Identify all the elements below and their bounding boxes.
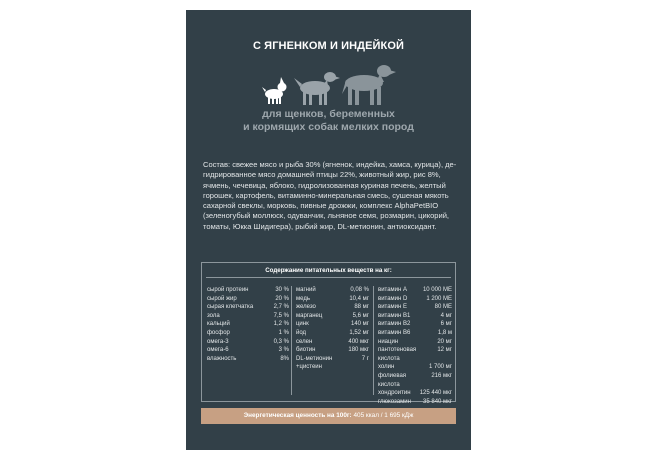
nutrient-row bbox=[378, 286, 452, 295]
nutrient-row bbox=[296, 338, 369, 347]
subtitle-line: и кормящих собак мелких пород bbox=[243, 121, 414, 133]
nutrient-value: 8% bbox=[280, 355, 289, 362]
nutrients-column-1 bbox=[207, 286, 289, 363]
nutrient-row bbox=[378, 389, 452, 398]
nutrient-value: 400 мкг bbox=[348, 338, 369, 345]
nutrient-value: 20 мг bbox=[437, 338, 452, 345]
nutrient-row bbox=[207, 320, 289, 329]
nutrient-row bbox=[296, 320, 369, 329]
nutrient-value: 7,5 % bbox=[273, 312, 289, 319]
energy-value-bar bbox=[201, 408, 456, 424]
nutrient-row bbox=[378, 329, 452, 338]
composition-line: ячмень, чечевица, яблоко, гидролизованная куриная печень, желтый bbox=[203, 180, 446, 190]
nutrient-row bbox=[296, 346, 369, 355]
nutrient-value: 10 000 МЕ bbox=[422, 287, 452, 293]
nutrient-name: сырая клетчатка bbox=[207, 304, 254, 311]
energy-label: Энергетическая ценность на 100г: bbox=[243, 412, 352, 419]
nutrient-name: йод bbox=[296, 329, 307, 336]
nutrient-name: витамин B2 bbox=[378, 321, 411, 328]
nutrient-value: 3 % bbox=[278, 347, 289, 354]
energy-value: 405 ккал / 1 695 кДж bbox=[351, 412, 414, 419]
nutrient-name: омега-3 bbox=[207, 338, 229, 345]
nutrient-name: влажность bbox=[207, 355, 237, 362]
nutrient-name: железо bbox=[296, 304, 316, 311]
nutrient-name: кальций bbox=[207, 321, 230, 328]
nutrient-value: 30 % bbox=[275, 287, 289, 293]
nutrient-value: 5,6 мг bbox=[352, 312, 369, 319]
nutrient-name: омега-6 bbox=[207, 347, 229, 354]
nutrient-row bbox=[378, 346, 452, 355]
nutrient-value: 216 мкг bbox=[431, 372, 452, 379]
product-title: С ЯГНЕНКОМ И ИНДЕЙКОЙ bbox=[252, 40, 405, 52]
nutrient-row bbox=[296, 303, 369, 312]
nutrient-name: фолиевая bbox=[378, 372, 407, 379]
nutrient-value: 12 мг bbox=[437, 347, 452, 354]
nutrient-name: витамин E bbox=[378, 304, 408, 311]
column-divider bbox=[291, 286, 292, 395]
nutrient-name: холин bbox=[378, 364, 395, 371]
composition-line: томаты, Юкка Шидигера), рыбий жир, DL-метионин, антиоксидант. bbox=[203, 221, 437, 231]
nutrient-name: зола bbox=[207, 312, 220, 319]
nutrient-name: магний bbox=[296, 287, 316, 293]
nutrient-row bbox=[378, 338, 452, 347]
nutrient-value: 140 мг bbox=[351, 321, 369, 328]
column-divider bbox=[373, 286, 374, 395]
nutrient-row bbox=[207, 338, 289, 347]
nutrient-value: 4 мг bbox=[440, 312, 452, 319]
nutrient-name: витамин D bbox=[378, 295, 408, 302]
nutrient-row bbox=[207, 295, 289, 304]
nutrient-value: 0,3 % bbox=[273, 338, 289, 345]
nutrient-row bbox=[378, 303, 452, 312]
nutrients-title: Содержание питательных веществ на кг: bbox=[265, 267, 392, 274]
composition-line: сахарной свеклы, морковь, пивные дрожжи, комплекс AlphaPetBIO bbox=[203, 201, 439, 211]
nutrient-value: 1,2 % bbox=[273, 321, 289, 328]
nutrient-value: 0,08 % bbox=[350, 287, 369, 293]
nutrient-name: биотин bbox=[296, 347, 316, 354]
nutrient-row bbox=[378, 295, 452, 304]
nutrient-row bbox=[378, 381, 452, 390]
nutrient-value: 1 700 мг bbox=[429, 364, 452, 371]
composition-line: (зеленогубый моллюск, одуванчик, льняное семя, розмарин, цикорий, bbox=[203, 211, 450, 221]
nutrient-name: пантотеновая bbox=[378, 347, 417, 354]
composition-text bbox=[203, 160, 459, 232]
nutrient-name: медь bbox=[296, 295, 310, 302]
nutrient-row bbox=[207, 312, 289, 321]
product-panel bbox=[186, 10, 471, 450]
small-dog-icon bbox=[262, 77, 287, 104]
nutrients-column-2 bbox=[296, 286, 369, 372]
nutrient-name: фосфор bbox=[207, 329, 230, 336]
nutrient-name: витамин B1 bbox=[378, 312, 411, 319]
nutrient-row bbox=[207, 329, 289, 338]
nutrients-divider bbox=[206, 277, 451, 278]
nutrient-value: 20 % bbox=[275, 295, 289, 302]
nutrient-row bbox=[296, 329, 369, 338]
nutrient-name: сырой жир bbox=[207, 295, 237, 302]
nutrient-row bbox=[207, 303, 289, 312]
nutrient-row bbox=[378, 355, 452, 364]
nutrient-row bbox=[296, 363, 369, 372]
nutrient-row bbox=[378, 312, 452, 321]
nutrient-name: сырой протеин bbox=[207, 287, 249, 293]
nutrient-row bbox=[207, 346, 289, 355]
nutrient-row bbox=[207, 286, 289, 295]
large-dog-icon bbox=[342, 65, 396, 105]
nutrient-row bbox=[207, 355, 289, 364]
nutrient-value: 7 г bbox=[361, 355, 369, 362]
nutrient-value: 2,7 % bbox=[273, 304, 289, 311]
nutrient-row bbox=[378, 363, 452, 372]
nutrient-row bbox=[296, 295, 369, 304]
nutrient-name: цинк bbox=[296, 321, 309, 328]
nutrients-table bbox=[201, 262, 456, 405]
nutrient-value: 10,4 мг bbox=[349, 295, 369, 302]
nutrient-value: 1,52 мг bbox=[349, 329, 369, 336]
nutrient-value: 1,8 м bbox=[437, 329, 452, 336]
nutrient-row bbox=[296, 286, 369, 295]
subtitle-line: для щенков, беременных bbox=[262, 108, 395, 120]
nutrient-row bbox=[296, 312, 369, 321]
nutrient-row bbox=[296, 355, 369, 364]
nutrient-value: 88 мг bbox=[354, 304, 369, 311]
nutrient-value: 35 840 мкг bbox=[423, 398, 452, 405]
composition-line: горошек, картофель, витаминно-минеральная смесь, сушеная мякоть bbox=[203, 190, 449, 200]
product-subtitle bbox=[186, 108, 471, 134]
nutrient-name: глюкозамин bbox=[378, 398, 411, 405]
nutrient-value: 80 МЕ bbox=[434, 304, 452, 311]
nutrient-value: 6 мг bbox=[440, 321, 452, 328]
nutrient-name: DL-метионин bbox=[296, 355, 333, 362]
nutrient-name: кислота bbox=[378, 355, 400, 362]
nutrients-column-3 bbox=[378, 286, 452, 406]
composition-line: Состав: свежее мясо и рыба 30% (ягненок, индейка, хамса, курица), де- bbox=[203, 160, 457, 169]
nutrient-name: селен bbox=[296, 338, 313, 345]
nutrient-row bbox=[378, 320, 452, 329]
medium-dog-icon bbox=[294, 72, 340, 105]
nutrient-row bbox=[378, 372, 452, 381]
nutrient-name: марганец bbox=[296, 312, 323, 319]
nutrient-value: 180 мкг bbox=[348, 347, 369, 354]
nutrient-value: 125 440 мкг bbox=[419, 390, 452, 397]
dog-size-icons bbox=[260, 60, 400, 106]
composition-line: гидрированное мясо домашней птицы 22%, животный жир, рис 8%, bbox=[203, 170, 441, 180]
nutrient-row bbox=[378, 398, 452, 407]
nutrient-name: хондроитин bbox=[378, 390, 411, 397]
nutrient-name: ниацин bbox=[378, 338, 399, 345]
nutrient-name: витамин B6 bbox=[378, 329, 411, 336]
nutrient-value: 1 200 МЕ bbox=[426, 295, 452, 302]
nutrient-name: кислота bbox=[378, 381, 400, 388]
nutrient-value: 1 % bbox=[278, 329, 289, 336]
nutrient-name: витамин A bbox=[378, 287, 408, 293]
nutrient-name: +цистеин bbox=[296, 364, 322, 371]
